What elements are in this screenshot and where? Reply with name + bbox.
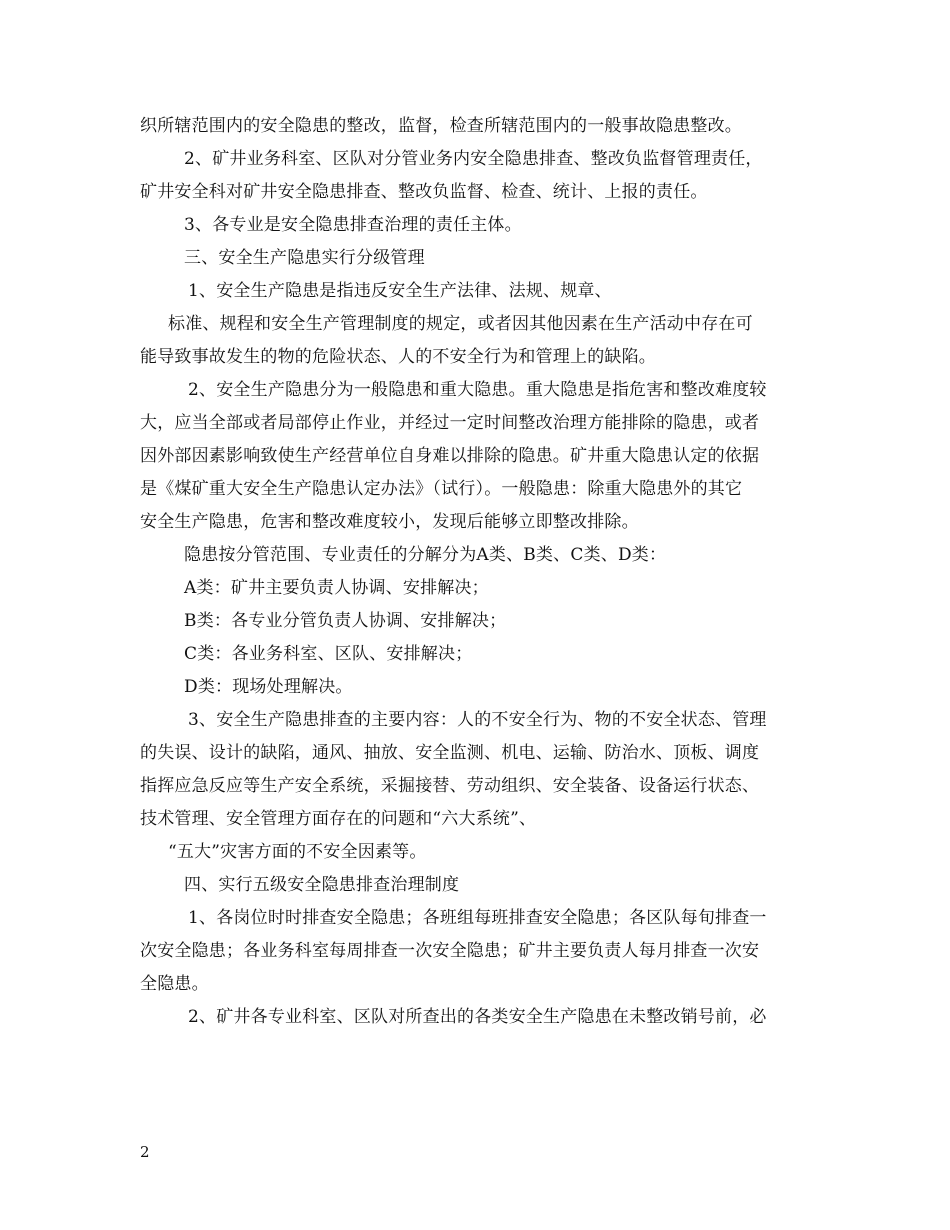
text-line: 隐患按分管范围、专业责任的分解分为A类、B类、C类、D类：: [184, 545, 667, 565]
text-line: B类：各专业分管负责人协调、安排解决；: [184, 611, 507, 631]
text-line: “五大”灾害方面的不安全因素等。: [168, 842, 427, 862]
text-line: 能导致事故发生的物的危险状态、人的不安全行为和管理上的缺陷。: [140, 347, 656, 367]
text-line: 2、矿井业务科室、区队对分管业务内安全隐患排查、整改负监督管理责任，: [184, 149, 763, 169]
text-line: 标准、规程和安全生产管理制度的规定，或者因其他因素在生产活动中存在可: [168, 314, 753, 334]
text-line: 次安全隐患；各业务科室每周排查一次安全隐患；矿井主要负责人每月排查一次安: [140, 941, 760, 961]
page-number: 2: [140, 1143, 150, 1161]
text-line: 矿井安全科对矿井安全隐患排查、整改负监督、检查、统计、上报的责任。: [140, 182, 708, 202]
document-body: [140, 110, 820, 1034]
text-line: 技术管理、安全管理方面存在的问题和“六大系统”、: [140, 809, 537, 829]
text-line: D类：现场处理解决。: [184, 677, 353, 697]
text-line: A类：矿井主要负责人协调、安排解决；: [184, 578, 489, 598]
text-line: 三、安全生产隐患实行分级管理: [184, 248, 425, 268]
text-line: 1、安全生产隐患是指违反安全生产法律、法规、规章、: [188, 281, 612, 301]
text-line: 安全生产隐患，危害和整改难度较小，发现后能够立即整改排除。: [140, 512, 639, 532]
text-line: 3、安全生产隐患排查的主要内容：人的不安全行为、物的不安全状态、管理: [188, 710, 767, 730]
text-line: 2、安全生产隐患分为一般隐患和重大隐患。重大隐患是指危害和整改难度较: [188, 380, 767, 400]
text-line: 1、各岗位时时排查安全隐患；各班组每班排查安全隐患；各区队每旬排查一: [188, 908, 767, 928]
text-line: 全隐患。: [140, 974, 209, 994]
text-line: 织所辖范围内的安全隐患的整改，监督，检查所辖范围内的一般事故隐患整改。: [140, 116, 742, 136]
text-line: 大，应当全部或者局部停止作业，并经过一定时间整改治理方能排除的隐患，或者: [140, 413, 760, 433]
text-line: C类：各业务科室、区队、安排解决；: [184, 644, 473, 664]
text-line: 四、实行五级安全隐患排查治理制度: [184, 875, 460, 895]
text-line: 因外部因素影响致使生产经营单位自身难以排除的隐患。矿井重大隐患认定的依据: [140, 446, 760, 466]
text-line: 2、矿井各专业科室、区队对所查出的各类安全生产隐患在未整改销号前，必: [188, 1007, 767, 1027]
text-line: 3、各专业是安全隐患排查治理的责任主体。: [184, 215, 522, 235]
text-line: 是《煤矿重大安全生产隐患认定办法》（试行）。一般隐患：除重大隐患外的其它: [140, 479, 743, 499]
text-line: 的失误、设计的缺陷，通风、抽放、安全监测、机电、运输、防治水、顶板、调度: [140, 743, 760, 763]
text-line: 指挥应急反应等生产安全系统，采掘接替、劳动组织、安全装备、设备运行状态、: [140, 776, 760, 796]
